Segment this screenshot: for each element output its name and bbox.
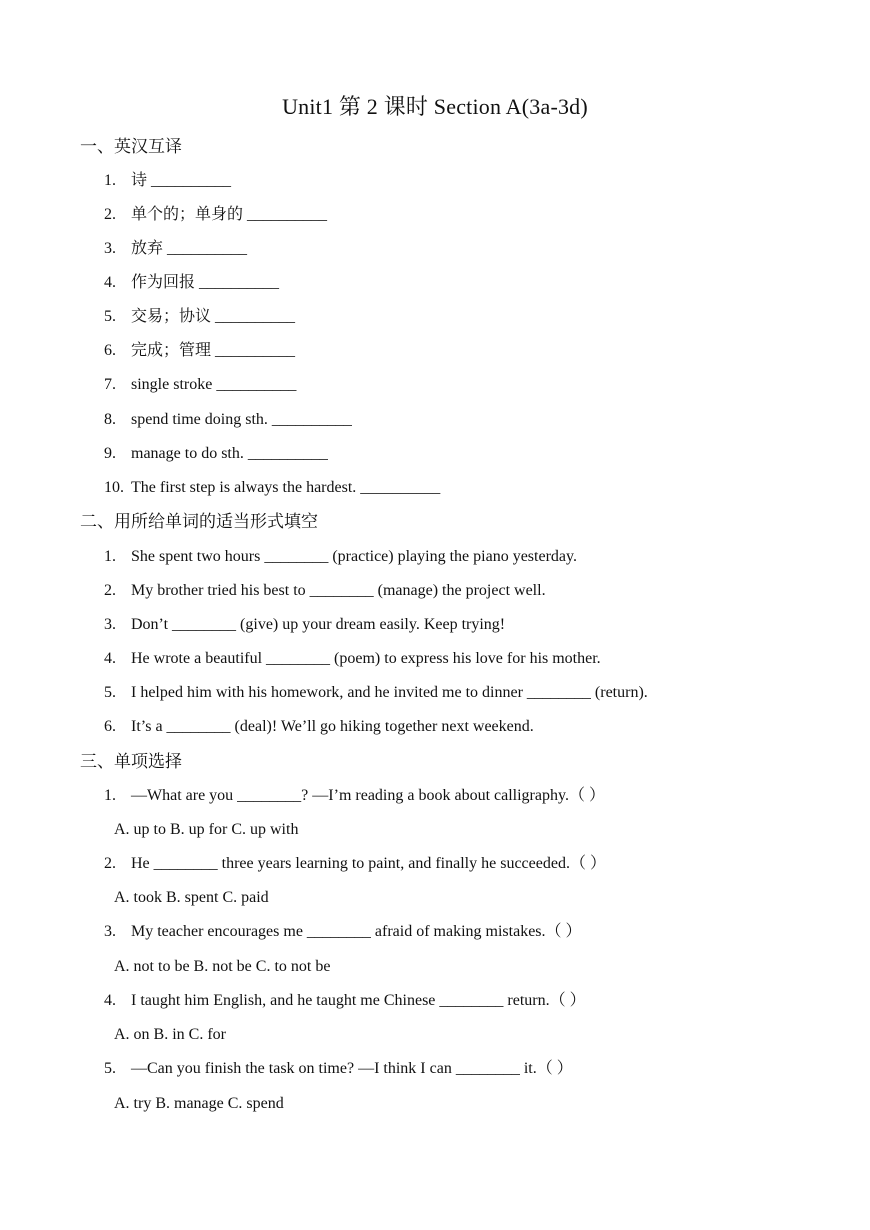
item-number: 2. [104,855,116,872]
fill-in-item [104,580,546,602]
item-number: 3. [104,240,116,257]
translation-item [104,204,327,226]
fill-in-item [104,614,505,636]
item-text: 作为回报 __________ [131,274,280,291]
choice-question [104,1058,573,1080]
item-text: I helped him with his homework, and he invited me to dinner ________ (return). [131,684,648,701]
translation-item [104,409,352,431]
translation-item [104,170,231,192]
page-title: Unit1 第 2 课时 Section A(3a-3d) [282,94,588,119]
translation-item [104,272,279,294]
choice-options: A. up to B. up for C. up with [114,821,299,838]
fill-in-item [104,648,601,670]
item-number: 2. [104,206,116,223]
choice-question [104,990,586,1012]
translation-item [104,477,440,499]
item-number: 2. [104,582,116,599]
item-number: 4. [104,274,116,291]
item-number: 3. [104,923,116,940]
fill-in-item [104,546,577,568]
item-text: spend time doing sth. __________ [131,411,352,428]
item-text: The first step is always the hardest. __________ [131,479,441,496]
fill-in-item [104,716,534,738]
section-heading-fill-in: 二、用所给单词的适当形式填空 [80,512,318,531]
item-number: 1. [104,787,116,804]
item-number: 5. [104,308,116,325]
item-text: She spent two hours ________ (practice) playing the piano yesterday. [131,548,577,565]
section-heading-multiple-choice: 三、单项选择 [80,752,182,771]
item-number: 4. [104,650,116,667]
fill-in-item [104,682,648,704]
item-number: 9. [104,445,116,462]
item-text: manage to do sth. __________ [131,445,328,462]
section-heading-translation: 一、英汉互译 [80,137,182,156]
translation-item [104,306,295,328]
question-text: I taught him English, and he taught me Chinese ________ return.（ ） [131,992,586,1009]
choice-question [104,921,582,943]
item-number: 7. [104,376,116,393]
item-text: He wrote a beautiful ________ (poem) to express his love for his mother. [131,650,601,667]
item-text: 诗 __________ [131,172,232,189]
item-number: 5. [104,1060,116,1077]
item-text: Don’t ________ (give) up your dream easily. Keep trying! [131,616,506,633]
item-number: 1. [104,548,116,565]
item-number: 6. [104,342,116,359]
item-text: 单个的；单身的 __________ [131,206,328,223]
choice-options: A. took B. spent C. paid [114,889,269,906]
choice-options: A. try B. manage C. spend [114,1095,284,1112]
item-number: 10. [104,479,124,496]
choice-question [104,853,606,875]
item-number: 6. [104,718,116,735]
item-text: single stroke __________ [131,376,297,393]
question-text: My teacher encourages me ________ afraid of making mistakes.（ ） [131,923,582,940]
item-text: 放弃 __________ [131,240,248,257]
item-text: 交易；协议 __________ [131,308,296,325]
translation-item [104,374,296,396]
translation-item [104,340,295,362]
translation-item [104,238,247,260]
choice-options: A. on B. in C. for [114,1026,226,1043]
item-number: 4. [104,992,116,1009]
item-text: It’s a ________ (deal)! We’ll go hiking together next weekend. [131,718,534,735]
choice-question [104,785,605,807]
item-text: My brother tried his best to ________ (manage) the project well. [131,582,546,599]
question-text: —Can you finish the task on time? —I think I can ________ it.（ ） [131,1060,573,1077]
item-number: 1. [104,172,116,189]
item-number: 5. [104,684,116,701]
item-number: 3. [104,616,116,633]
question-text: —What are you ________? —I’m reading a book about calligraphy.（ ） [131,787,605,804]
choice-options: A. not to be B. not be C. to not be [114,958,331,975]
item-number: 8. [104,411,116,428]
question-text: He ________ three years learning to paint, and finally he succeeded.（ ） [131,855,606,872]
translation-item [104,443,328,465]
item-text: 完成；管理 __________ [131,342,296,359]
